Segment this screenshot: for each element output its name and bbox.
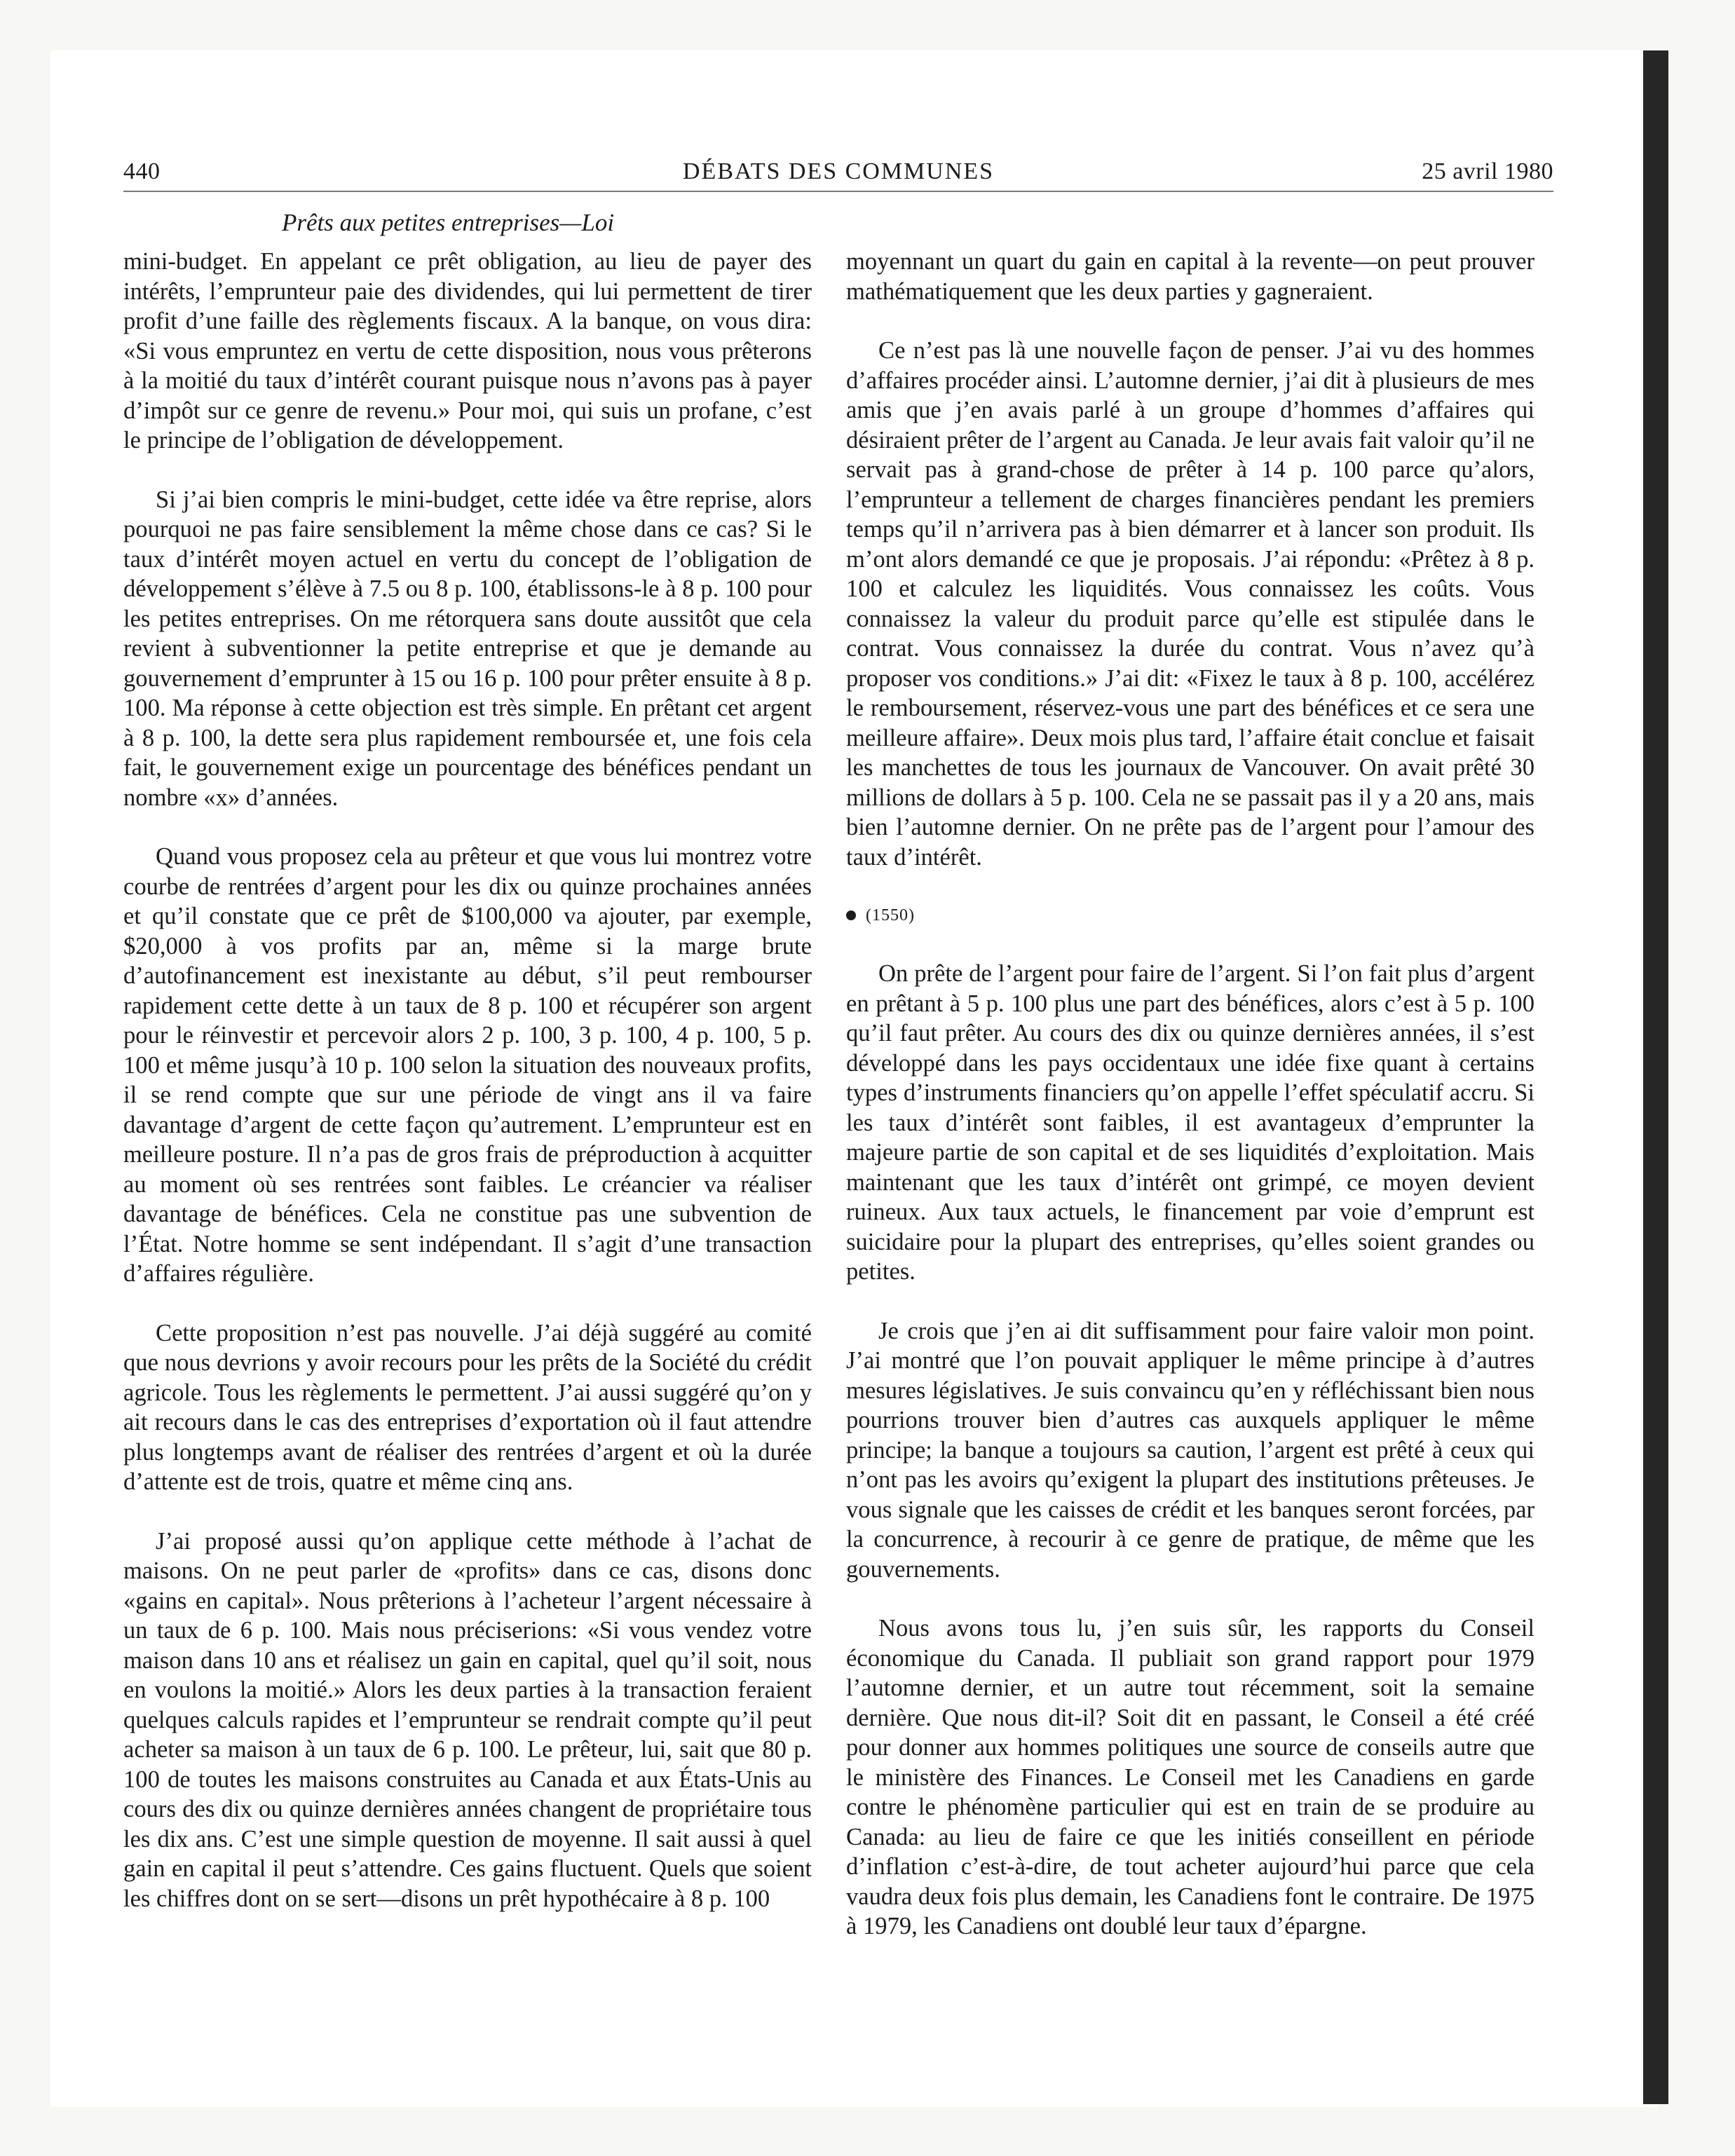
journal-title: DÉBATS DES COMMUNES: [682, 158, 995, 184]
page-header: [123, 158, 1553, 192]
header-rule: [123, 191, 1553, 192]
bullet-icon: [846, 910, 856, 920]
right-column: [846, 247, 1535, 1971]
paragraph: On prête de l’argent pour faire de l’argent. Si l’on fait plus d’argent en prêtant à 5 p. 100 plus une part des bénéfices, alors c’est à 5 p. 100 qu’il faut prêter. Au cours des dix ou quinze dernières années, il s’est développé dans les pays occidentaux une idée fixe quant à certains types d’instruments financiers qu’on appelle l’effet spéculatif accru. Si les taux d’intérêt sont faibles, il est avantageux d’emprunter la majeure partie de son capital et de ses liquidités d’exploitation. Mais maintenant que les taux d’intérêt ont grimpé, ce moyen devient ruineux. Aux taux actuels, le financement par voie d’emprunt est suicidaire pour la plupart des entreprises, qu’elles soient grandes ou petites.: [846, 960, 1535, 1285]
left-column: [123, 247, 812, 1943]
paragraph: Cette proposition n’est pas nouvelle. J’ai déjà suggéré au comité que nous devrions y avoir recours pour les prêts de la Société du crédit agricole. Tous les règlements le permettent. J’ai aussi suggéré qu’on y ait recours dans le cas des entreprises d’exportation où il faut attendre plus longtemps avant de réaliser des rentrées d’argent et où la durée d’attente est de trois, quatre et même cinq ans.: [123, 1319, 812, 1495]
page-number: 440: [123, 158, 161, 184]
time-marker: [846, 901, 1535, 929]
paragraph: Si j’ai bien compris le mini-budget, cette idée va être reprise, alors pourquoi ne pas faire sensiblement la même chose dans ce cas? Si le taux d’intérêt moyen actuel en vertu du concept de l’obligation de développement s’élève à 7.5 ou 8 p. 100, établissons-le à 8 p. 100 pour les petites entreprises. On me rétorquera sans doute aussitôt que cela revient à subventionner la petite entreprise et que je demande au gouvernement d’emprunter à 15 ou 16 p. 100 pour prêter ensuite à 8 p. 100. Ma réponse à cette objection est très simple. En prêtant cet argent à 8 p. 100, la dette sera plus rapidement remboursée et, une fois cela fait, le gouvernement exige un pourcentage des bénéfices pendant un nombre «x» d’années.: [123, 486, 812, 811]
scan-edge-shadow: [1643, 50, 1668, 2104]
paragraph: moyennant un quart du gain en capital à la revente—on peut prouver mathématiquement que les deux parties y gagneraient.: [846, 248, 1535, 305]
paragraph: Ce n’est pas là une nouvelle façon de penser. J’ai vu des hommes d’affaires procéder ainsi. L’automne dernier, j’ai dit à plusieurs de mes amis que j’en avais parlé à un groupe d’hommes d’affaires qui désiraient prêter de l’argent au Canada. Je leur avais fait valoir qu’il ne servait pas à grand-chose de prêter à 14 p. 100 parce qu’alors, l’emprunteur a tellement de charges financières pendant les premiers temps qu’il n’arrivera pas à bien démarrer et à lancer son produit. Ils m’ont alors demandé ce que je proposais. J’ai répondu: «Prêtez à 8 p. 100 et calculez les liquidités. Vous connaissez les coûts. Vous connaissez la valeur du produit parce qu’elle est stipulée dans le contrat. Vous connaissez la durée du contrat. Vous n’avez qu’à proposer vos conditions.» J’ai dit: «Fixez le taux à 8 p. 100, accélérez le remboursement, réservez-vous une part des bénéfices et ce sera une meilleure affaire». Deux mois plus tard, l’affaire était conclue et faisait les manchettes de tous les journaux de Vancouver. On avait prêté 30 millions de dollars à 5 p. 100. Cela ne se passait pas il y a 20 ans, mais bien l’automne dernier. On ne prête pas de l’argent pour l’amour des taux d’intérêt.: [846, 337, 1535, 871]
running-title: Prêts aux petites entreprises—Loi: [282, 209, 615, 236]
publication-date: 25 avril 1980: [1422, 158, 1553, 184]
time-marker-label: (1550): [866, 906, 915, 925]
paragraph: Nous avons tous lu, j’en suis sûr, les rapports du Conseil économique du Canada. Il publiait son grand rapport pour 1979 l’automne dernier, et un autre tout récemment, soit la semaine dernière. Que nous dit-il? Soit dit en passant, le Conseil a été créé pour donner aux hommes politiques une source de conseils autre que le ministère des Finances. Le Conseil met les Canadiens en garde contre le phénomène particulier qui est en train de se produire au Canada: au lieu de faire ce que les initiés conseillent en période d’inflation c’est-à-dire, de tout acheter aujourd’hui parce que cela vaudra deux fois plus demain, les Canadiens font le contraire. De 1975 à 1979, les Canadiens ont doublé leur taux d’épargne.: [846, 1615, 1535, 1939]
paragraph: Je crois que j’en ai dit suffisamment pour faire valoir mon point. J’ai montré que l’on pouvait appliquer le même principe à d’autres mesures législatives. Je suis convaincu qu’en y réfléchissant bien nous pourrions trouver bien d’autres cas auxquels appliquer le même principe; la banque a toujours sa caution, l’argent est prêté à ceux qui n’ont pas les avoirs qu’exigent la plupart des institutions prêteuses. Je vous signale que les caisses de crédit et les banques seront forcées, par la concurrence, à recourir à ce genre de pratique, de même que les gouvernements.: [846, 1317, 1535, 1583]
paragraph: Quand vous proposez cela au prêteur et que vous lui montrez votre courbe de rentrées d’argent pour les dix ou quinze prochaines années et qu’il constate que ce prêt de $100,000 va ajouter, par exemple, $20,000 à vos profits par an, même si la marge brute d’autofinancement est inexistante au début, s’il peut rembourser rapidement cette dette à un taux de 8 p. 100 et récupérer son argent pour le réinvestir et percevoir alors 2 p. 100, 3 p. 100, 4 p. 100, 5 p. 100 et même jusqu’à 10 p. 100 selon la situation des nouveaux profits, il se rend compte que sur une période de vingt ans il va faire davantage d’argent de cette façon qu’autrement. L’emprunteur est en meilleure posture. Il n’a pas de gros frais de préproduction à acquitter au moment où ses rentrées sont faibles. Le créancier va réaliser davantage de bénéfices. Cela ne constitue pas une subvention de l’État. Notre homme se sent indépendant. Il s’agit d’une transaction d’affaires régulière.: [123, 843, 812, 1287]
paragraph: J’ai proposé aussi qu’on applique cette méthode à l’achat de maisons. On ne peut parler de «profits» dans ce cas, disons donc «gains en capital». Nous prêterions à l’acheteur l’argent nécessaire à un taux de 6 p. 100. Mais nous préciserions: «Si vous vendez votre maison dans 10 ans et réalisez un gain en capital, quel qu’il soit, nous en voulons la moitié.» Alors les deux parties à la transaction feraient quelques calculs rapides et l’emprunteur se rendrait compte qu’il peut acheter sa maison à un taux de 6 p. 100. Le prêteur, lui, sait que 80 p. 100 de toutes les maisons construites au Canada et aux États-Unis au cours des dix ou quinze dernières années changent de propriétaire tous les dix ans. C’est une simple question de moyenne. Il sait aussi à quel gain en capital il peut s’attendre. Ces gains fluctuent. Quels que soient les chiffres dont on se sert—disons un prêt hypothécaire à 8 p. 100: [123, 1527, 812, 1912]
paragraph: mini-budget. En appelant ce prêt obligation, au lieu de payer des intérêts, l’emprunteur paie des dividendes, qui lui permettent de tirer profit d’une faille des règlements fiscaux. A la banque, on vous dira: «Si vous empruntez en vertu de cette disposition, nous vous prêterons à la moitié du taux d’intérêt courant puisque nous n’avons pas à payer d’impôt sur ce genre de revenu.» Pour moi, qui suis un profane, c’est le principe de l’obligation de développement.: [123, 248, 812, 453]
